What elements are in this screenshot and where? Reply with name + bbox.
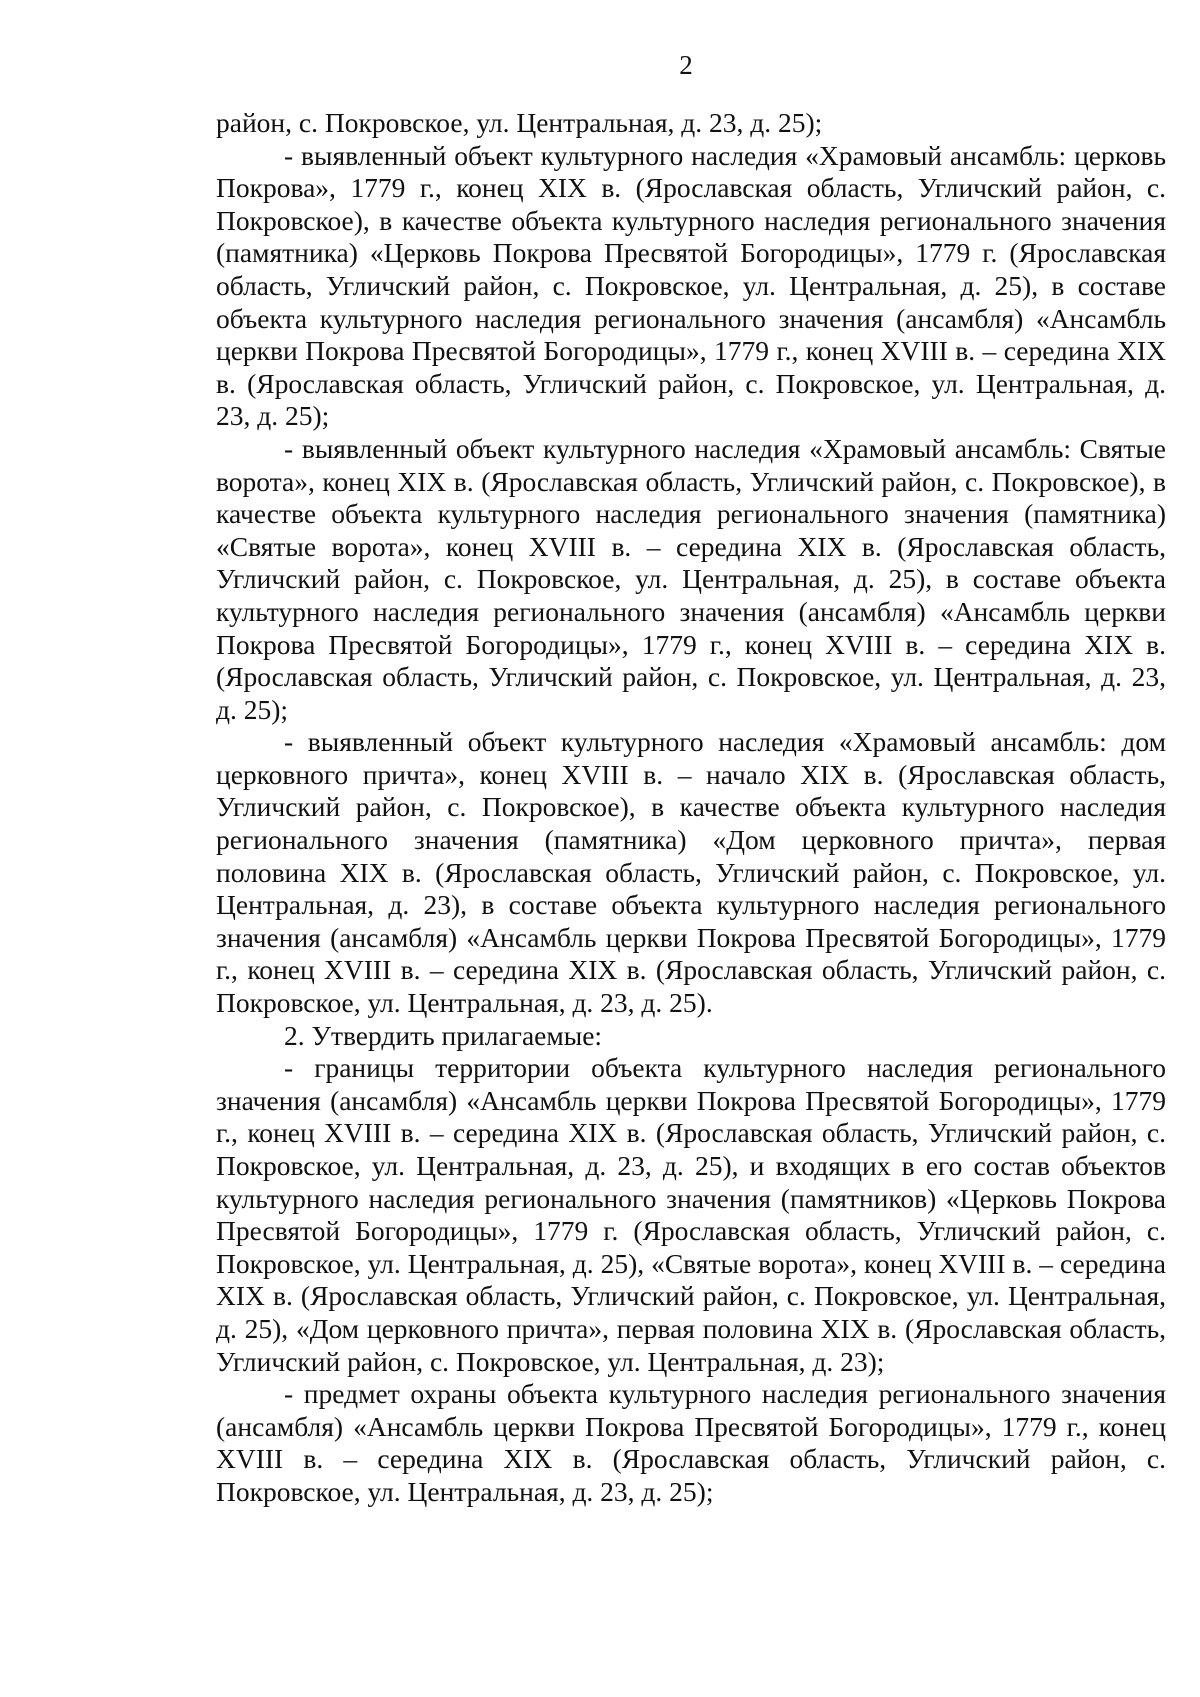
page-number: 2 xyxy=(679,50,693,80)
paragraph-church-pokrova: - выявленный объект культурного наследия «Храмовый ансамбль: церковь Покрова», 1779 г., конец XIX в. (Ярославская область, Угличский район, с. Покровское), в качестве объекта культурного наследия регионального значения (памятника) «Церковь Покрова Пресвятой Богородицы», 1779 г. (Ярославская область, Угличский район, с. Покровское, ул. Центральная, д. 25), в составе объекта культурного наследия регионального значения (ансамбля) «Ансамбль церкви Покрова Пресвятой Богородицы», 1779 г., конец XVIII в. – середина XIX в. (Ярославская область, Угличский район, с. Покровское, ул. Центральная, д. 23, д. 25); xyxy=(216,139,1166,432)
paragraph-territory-boundaries: - границы территории объекта культурного наследия регионального значения (ансамбля) «Ансамбль церкви Покрова Пресвятой Богородицы», 1779 г., конец XVIII в. – середина XIX в. (Ярославская область, Угличский район, с. Покровское, ул. Центральная, д. 23, д. 25), и входящих в его состав объектов культурного наследия регионального значения (памятников) «Церковь Покрова Пресвятой Богородицы», 1779 г. (Ярославская область, Угличский район, с. Покровское, ул. Центральная, д. 25), «Святые ворота», конец XVIII в. – середина XIX в. (Ярославская область, Угличский район, с. Покровское, ул. Центральная, д. 25), «Дом церковного причта», первая половина XIX в. (Ярославская область, Угличский район, с. Покровское, ул. Центральная, д. 23); xyxy=(216,1052,1166,1377)
paragraph-item-2-heading: 2. Утвердить прилагаемые: xyxy=(284,1019,603,1051)
paragraph-clergy-house: - выявленный объект культурного наследия «Храмовый ансамбль: дом церковного причта», конец XVIII в. – начало XIX в. (Ярославская область, Угличский район, с. Покровское), в качестве объекта культурного наследия регионального значения (памятника) «Дом церковного причта», первая половина XIX в. (Ярославская область, Угличский район, с. Покровское, ул. Центральная, д. 23), в составе объекта культурного наследия регионального значения (ансамбля) «Ансамбль церкви Покрова Пресвятой Богородицы», 1779 г., конец XVIII в. – середина XIX в. (Ярославская область, Угличский район, с. Покровское, ул. Центральная, д. 23, д. 25). xyxy=(216,726,1166,1019)
document-body xyxy=(216,107,1166,1509)
paragraph-protection-subject: - предмет охраны объекта культурного наследия регионального значения (ансамбля) «Ансамбль церкви Покрова Пресвятой Богородицы», 1779 г., конец XVIII в. – середина XIX в. (Ярославская область, Угличский район, с. Покровское, ул. Центральная, д. 23, д. 25); xyxy=(216,1378,1166,1507)
paragraph-continuation: район, с. Покровское, ул. Центральная, д. 23, д. 25); xyxy=(216,107,823,138)
paragraph-holy-gates: - выявленный объект культурного наследия «Храмовый ансамбль: Святые ворота», конец XIX в. (Ярославская область, Угличский район, с. Покровское), в качестве объекта культурного наследия регионального значения (памятника) «Святые ворота», конец XVIII в. – середина XIX в. (Ярославская область, Угличский район, с. Покровское, ул. Центральная, д. 25), в составе объекта культурного наследия регионального значения (ансамбля) «Ансамбль церкви Покрова Пресвятой Богородицы», 1779 г., конец XVIII в. – середина XIX в. (Ярославская область, Угличский район, с. Покровское, ул. Центральная, д. 23, д. 25); xyxy=(216,432,1166,725)
